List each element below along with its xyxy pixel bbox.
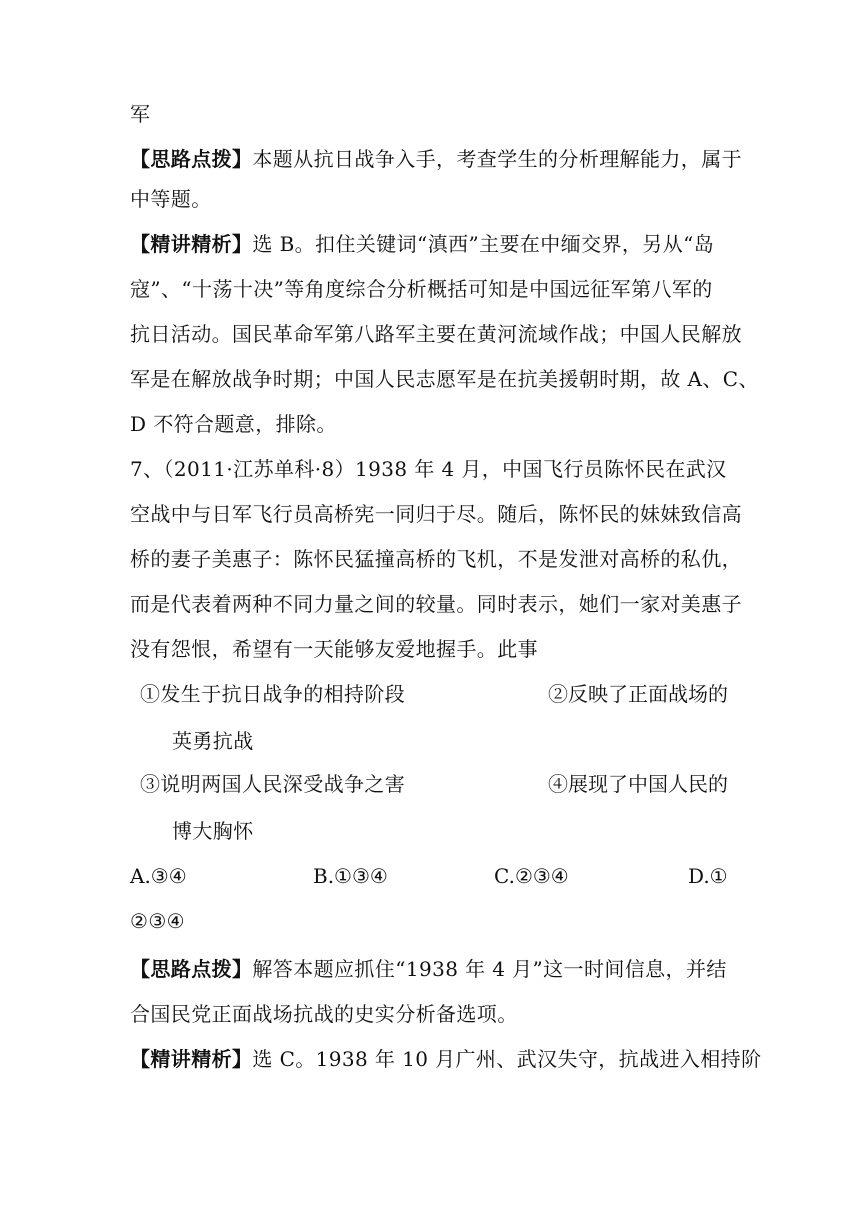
- choice-text: B.①③④: [313, 864, 388, 888]
- text-line: [130, 275, 735, 303]
- choice-c: [494, 862, 569, 890]
- hint-heading-line: [130, 145, 743, 173]
- line-text: 选 B。扣住关键词“滇西”主要在中缅交界，另从“岛: [252, 232, 715, 256]
- analysis-tag: 【精讲精析】: [130, 232, 253, 256]
- line-text: 选 C。1938 年 10 月广州、武汉失守，抗战进入相持阶: [252, 1047, 762, 1071]
- line-text: D 不符合题意，排除。: [130, 412, 337, 436]
- text-line: [130, 320, 742, 348]
- option-4-continued: [172, 817, 777, 845]
- question-stem-line: [130, 455, 735, 483]
- text-line: [130, 1000, 735, 1028]
- choice-text: A.③④: [130, 864, 187, 888]
- text-line: [130, 185, 735, 213]
- choice-b: [313, 862, 388, 890]
- option-text: ④展现了中国人民的: [548, 772, 728, 796]
- option-text: ②反映了正面战场的: [548, 682, 728, 706]
- option-2-continued: [172, 727, 777, 755]
- line-text: 中等题。: [130, 187, 212, 211]
- text-line: [130, 365, 759, 393]
- line-text: 寇”、“十荡十决”等角度综合分析概括可知是中国远征军第八军的: [130, 277, 713, 301]
- hint-tag: 【思路点拨】: [130, 957, 253, 981]
- line-text: 桥的妻子美惠子：陈怀民猛撞高桥的飞机，不是发泄对高桥的私仇，: [130, 547, 742, 571]
- analysis-tag: 【精讲精析】: [130, 1047, 253, 1071]
- text-line: [130, 410, 735, 438]
- option-2: [548, 680, 728, 708]
- text-line: [130, 545, 742, 573]
- line-text: 军是在解放战争时期；中国人民志愿军是在抗美援朝时期，故 A、C、: [130, 367, 759, 391]
- option-text: 英勇抗战: [172, 729, 254, 753]
- analysis-heading-line: [130, 230, 735, 258]
- text-line: [130, 100, 735, 128]
- analysis-heading-line: [130, 1045, 762, 1073]
- line-text: 解答本题应抓住“1938 年 4 月”这一时间信息，并结: [252, 957, 727, 981]
- option-text: 博大胸怀: [172, 819, 254, 843]
- choice-text: ②③④: [130, 909, 185, 933]
- text-line: [130, 590, 742, 618]
- hint-heading-line: [130, 955, 735, 983]
- option-4: [548, 770, 728, 798]
- hint-tag: 【思路点拨】: [130, 147, 253, 171]
- choice-d-continued: [130, 907, 735, 935]
- option-text: ③说明两国人民深受战争之害: [140, 772, 406, 796]
- choice-d: [688, 862, 728, 890]
- text-line: [130, 635, 735, 663]
- line-text: 军: [130, 102, 151, 126]
- line-text: 合国民党正面战场抗战的史实分析备选项。: [130, 1002, 518, 1026]
- text-line: [130, 500, 742, 528]
- option-text: ①发生于抗日战争的相持阶段: [140, 682, 406, 706]
- choice-a: [130, 862, 187, 890]
- line-text: 7、（2011·江苏单科·8）1938 年 4 月，中国飞行员陈怀民在武汉: [130, 457, 727, 481]
- line-text: 而是代表着两种不同力量之间的较量。同时表示，她们一家对美惠子: [130, 592, 742, 616]
- choice-text: D.①: [688, 864, 728, 888]
- line-text: 本题从抗日战争入手，考查学生的分析理解能力，属于: [252, 147, 743, 171]
- line-text: 空战中与日军飞行员高桥宪一同归于尽。随后，陈怀民的妹妹致信高: [130, 502, 742, 526]
- choice-text: C.②③④: [494, 864, 569, 888]
- line-text: 没有怨恨，希望有一天能够友爱地握手。此事: [130, 637, 538, 661]
- line-text: 抗日活动。国民革命军第八路军主要在黄河流域作战；中国人民解放: [130, 322, 742, 346]
